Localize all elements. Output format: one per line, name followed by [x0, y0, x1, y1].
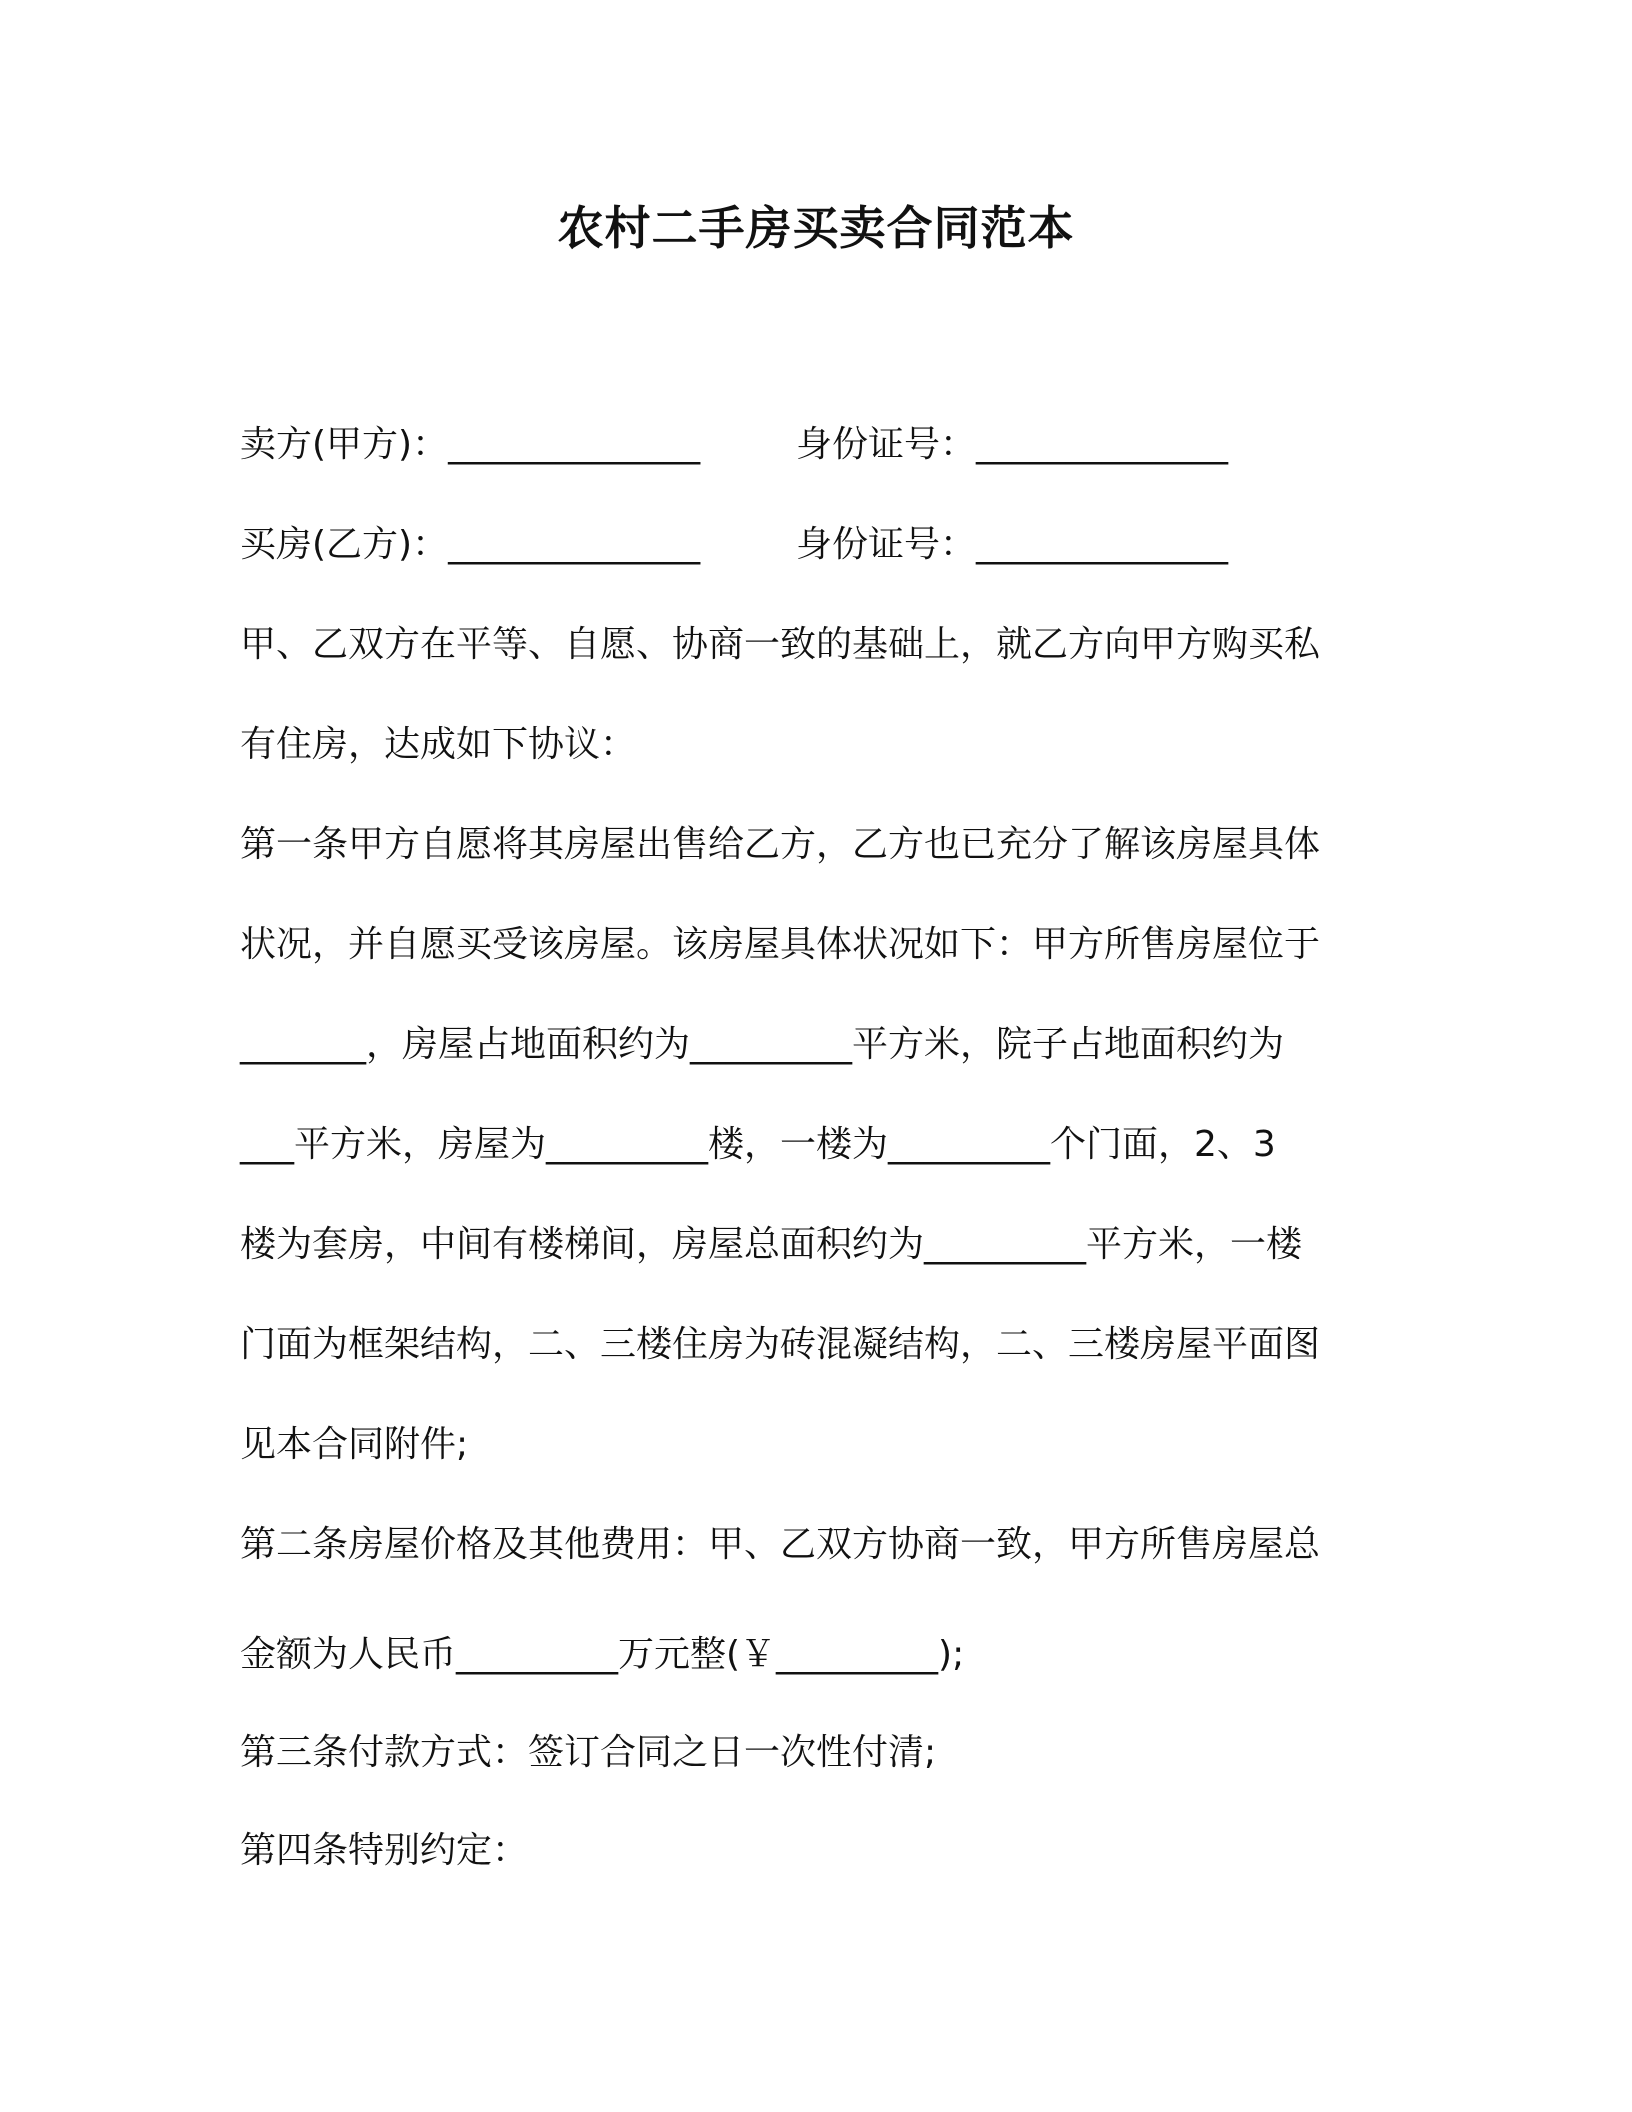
document-title: 农村二手房买卖合同范本	[557, 201, 1075, 255]
body-line: _______，房屋占地面积约为_________平方米，院子占地面积约为	[240, 1024, 1285, 1065]
body-line: 有住房，达成如下协议：	[240, 724, 637, 765]
body-line: 第三条付款方式：签订合同之日一次性付清;	[240, 1732, 937, 1773]
body-line: 见本合同附件;	[240, 1424, 469, 1465]
body-line: 第四条特别约定：	[240, 1830, 529, 1871]
body-line: 门面为框架结构，二、三楼住房为砖混凝结构，二、三楼房屋平面图	[240, 1324, 1321, 1365]
buyer-field: 买房(乙方)：______________	[240, 524, 701, 565]
body-line: 金额为人民币_________万元整(￥_________);	[240, 1634, 965, 1675]
body-line: 楼为套房，中间有楼梯间，房屋总面积约为_________平方米，一楼	[240, 1224, 1303, 1265]
body-line: 状况，并自愿买受该房屋。该房屋具体状况如下：甲方所售房屋位于	[240, 924, 1321, 965]
buyer-id-field: 身份证号：______________	[796, 524, 1229, 565]
body-line: 第二条房屋价格及其他费用：甲、乙双方协商一致，甲方所售房屋总	[240, 1524, 1321, 1565]
body-line: 第一条甲方自愿将其房屋出售给乙方，乙方也已充分了解该房屋具体	[240, 824, 1321, 865]
body-line: 甲、乙双方在平等、自愿、协商一致的基础上，就乙方向甲方购买私	[240, 624, 1321, 665]
body-line: ___平方米，房屋为_________楼，一楼为_________个门面，2、3	[240, 1124, 1276, 1165]
seller-field: 卖方(甲方)：______________	[240, 424, 701, 465]
seller-id-field: 身份证号：______________	[796, 424, 1229, 465]
